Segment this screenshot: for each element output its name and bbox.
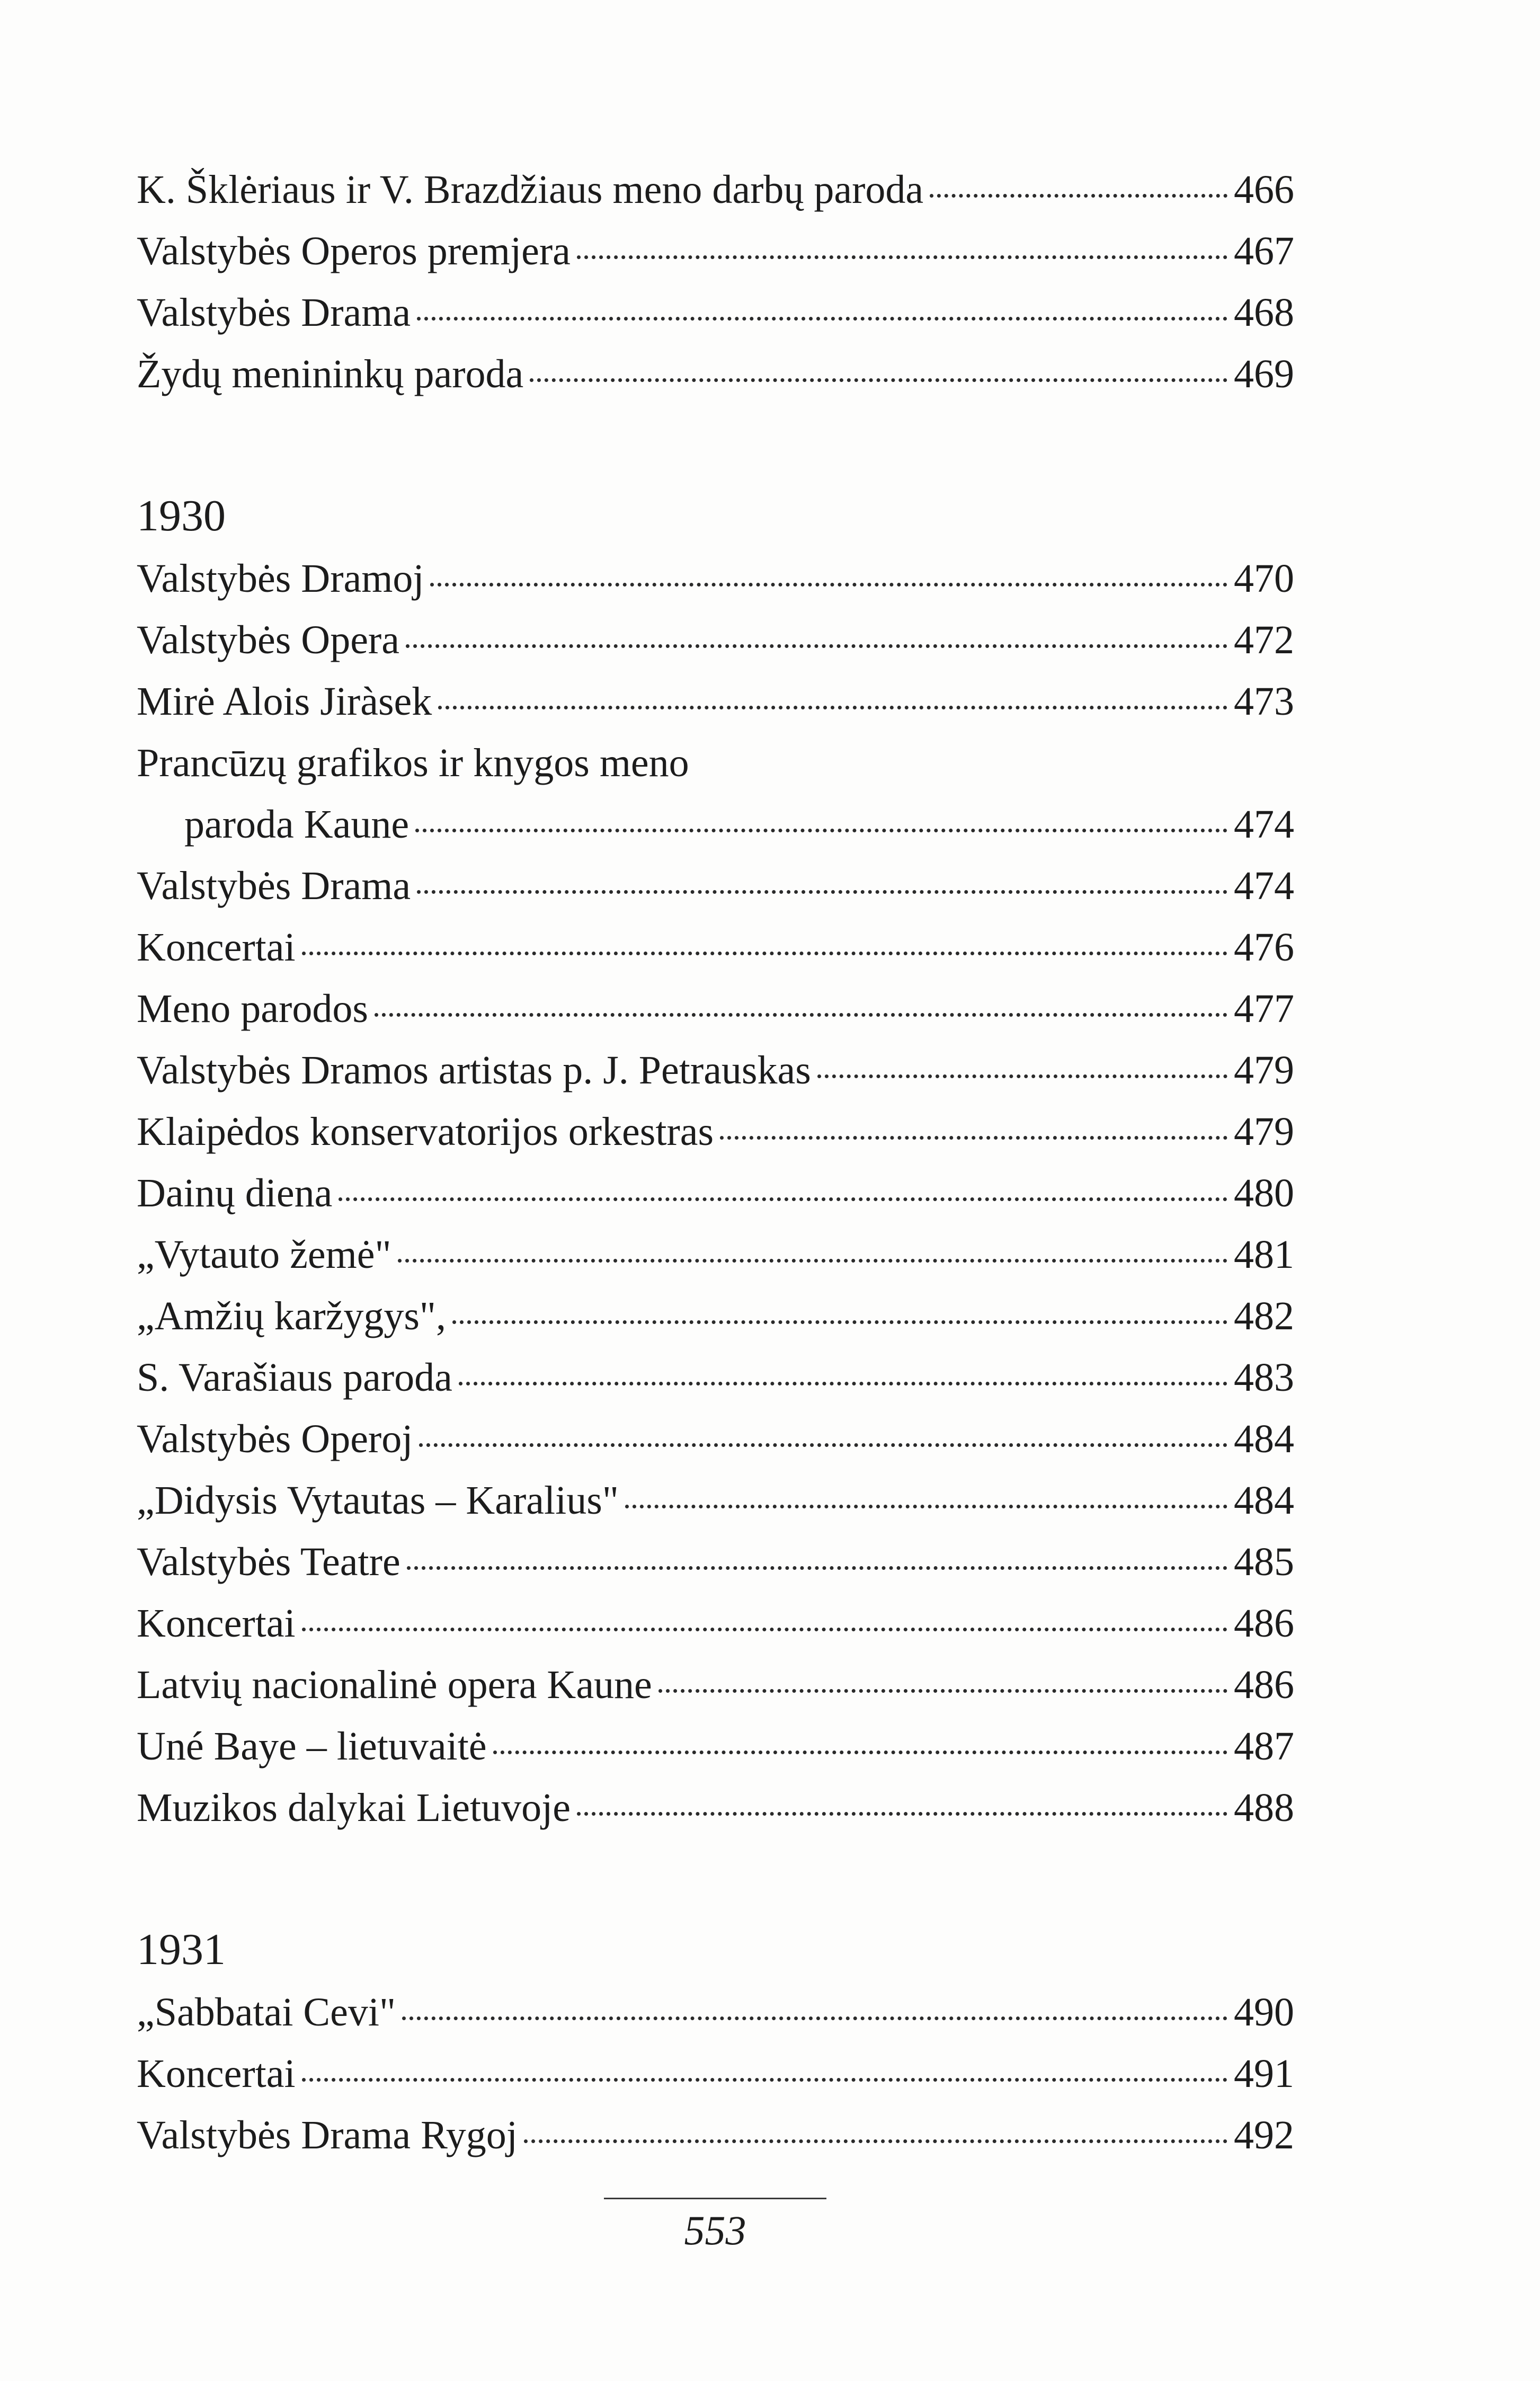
leader-dots (417, 890, 1227, 894)
toc-entry-page: 470 (1234, 556, 1294, 601)
toc-entry (137, 1593, 1294, 1654)
toc-entry (137, 1408, 1294, 1470)
toc-entry-page: 484 (1234, 1417, 1294, 1461)
toc-entry-page: 482 (1234, 1294, 1294, 1338)
toc-entry-page: 466 (1234, 167, 1294, 212)
toc-entry-page: 485 (1234, 1540, 1294, 1584)
toc-entry-title: Mirė Alois Jiràsek (137, 679, 432, 724)
toc-entry-page: 480 (1234, 1171, 1294, 1215)
toc-entry (137, 855, 1294, 917)
toc-entry-page: 476 (1234, 925, 1294, 970)
toc-entry (137, 1982, 1294, 2043)
toc-entry-title: K. Šklėriaus ir V. Brazdžiaus meno darbų paroda (137, 167, 924, 212)
toc-entry (137, 343, 1294, 405)
leader-dots (524, 2139, 1227, 2143)
leader-dots (419, 1443, 1227, 1447)
toc-entry-title: Koncertai (137, 925, 296, 970)
toc-entry-page: 468 (1234, 290, 1294, 335)
toc-entry-title: Latvių nacionalinė opera Kaune (137, 1663, 652, 1707)
toc-entry-page: 486 (1234, 1601, 1294, 1646)
toc-entry-page: 483 (1234, 1355, 1294, 1400)
toc-entry-title: Klaipėdos konservatorijos orkestras (137, 1109, 714, 1154)
toc-entry-title: Valstybės Operoj (137, 1417, 413, 1461)
toc-entry (137, 159, 1294, 220)
leader-dots (430, 583, 1227, 587)
toc-entry (137, 609, 1294, 671)
toc-entry (137, 1347, 1294, 1408)
toc-entry-title: Valstybės Operos premjera (137, 229, 571, 273)
toc-entry-page: 491 (1234, 2051, 1294, 2096)
leader-dots (438, 706, 1227, 709)
section-spacer (137, 405, 1294, 484)
toc-entry-page: 490 (1234, 1990, 1294, 2034)
toc-entry-title-line1: Prancūzų grafikos ir knygos meno (137, 741, 689, 785)
toc-entry-title: Dainų diena (137, 1171, 333, 1215)
toc-entry-page: 484 (1234, 1478, 1294, 1523)
toc-entry-title: Meno parodos (137, 987, 368, 1031)
toc-entry-title: „Didysis Vytautas – Karalius" (137, 1478, 619, 1523)
toc-entry (137, 2104, 1294, 2166)
toc-entry-title: Valstybės Drama Rygoj (137, 2113, 518, 2157)
toc-section (137, 484, 1294, 1838)
leader-dots (375, 1013, 1227, 1017)
leader-dots (577, 255, 1227, 259)
toc-entry (137, 671, 1294, 732)
toc-entry (137, 1040, 1294, 1101)
toc-entry-page: 479 (1234, 1048, 1294, 1092)
year-heading: 1930 (137, 491, 226, 540)
toc-entry-page: 474 (1234, 864, 1294, 908)
toc-entry-title: Valstybės Dramos artistas p. J. Petrauskas (137, 1048, 811, 1092)
toc-entry (137, 917, 1294, 978)
footer-rule (604, 2198, 826, 2199)
toc-entry-page: 486 (1234, 1663, 1294, 1707)
toc-entry (137, 1285, 1294, 1347)
toc-entry-title: Koncertai (137, 1601, 296, 1646)
leader-dots (452, 1320, 1227, 1324)
leader-dots (577, 1812, 1227, 1816)
toc-entry (137, 1531, 1294, 1593)
leader-dots (493, 1751, 1227, 1754)
leader-dots (930, 194, 1227, 198)
toc-entry-title: „Sabbatai Cevi" (137, 1990, 396, 2034)
toc-entry-title: „Amžių karžygys", (137, 1294, 446, 1338)
section-spacer (137, 1838, 1294, 1918)
toc-section (137, 159, 1294, 405)
toc-entry-title: Valstybės Drama (137, 290, 411, 335)
toc-entry-title: „Vytauto žemė" (137, 1232, 391, 1277)
toc-entry-page: 479 (1234, 1109, 1294, 1154)
toc-entry-title: Uné Baye – lietuvaitė (137, 1724, 487, 1769)
toc-entry-page: 474 (1234, 802, 1294, 847)
toc-entry (137, 794, 1294, 855)
toc-entry-page: 472 (1234, 618, 1294, 662)
leader-dots (406, 644, 1227, 648)
leader-dots (625, 1505, 1227, 1508)
page-number: 553 (684, 2207, 746, 2253)
toc-entry-page: 487 (1234, 1724, 1294, 1769)
year-heading: 1931 (137, 1925, 226, 1974)
leader-dots (415, 829, 1227, 832)
toc-entry (137, 1101, 1294, 1162)
toc-entry-title: Valstybės Opera (137, 618, 399, 662)
leader-dots (302, 952, 1227, 955)
toc-entry-page: 469 (1234, 352, 1294, 396)
toc-entry-page: 488 (1234, 1785, 1294, 1830)
toc-entry-title: Valstybės Teatre (137, 1540, 400, 1584)
leader-dots (530, 378, 1227, 382)
toc-entry-title: Valstybės Drama (137, 864, 411, 908)
toc-section (137, 1918, 1294, 2166)
toc-entry-page: 477 (1234, 987, 1294, 1031)
leader-dots (720, 1136, 1227, 1140)
leader-dots (817, 1074, 1227, 1078)
leader-dots (302, 2078, 1227, 2082)
toc-entry (137, 220, 1294, 282)
leader-dots (658, 1689, 1227, 1693)
toc-entry (137, 1716, 1294, 1777)
toc-entry-page: 492 (1234, 2113, 1294, 2157)
leader-dots (417, 317, 1227, 321)
toc-entry (137, 2043, 1294, 2104)
toc-entry-title: Valstybės Dramoj (137, 556, 424, 601)
table-of-contents (137, 159, 1294, 2166)
toc-entry (137, 1470, 1294, 1531)
toc-entry-page: 473 (1234, 679, 1294, 724)
toc-entry (137, 548, 1294, 609)
toc-entry-title: Muzikos dalykai Lietuvoje (137, 1785, 571, 1830)
toc-entry-title: paroda Kaune (184, 802, 410, 847)
toc-entry-page: 467 (1234, 229, 1294, 273)
leader-dots (302, 1628, 1227, 1631)
leader-dots (339, 1197, 1227, 1201)
toc-entry-title: S. Varašiaus paroda (137, 1355, 452, 1400)
toc-entry (137, 1162, 1294, 1224)
leader-dots (398, 1259, 1228, 1263)
toc-entry (137, 282, 1294, 343)
toc-entry (137, 1224, 1294, 1285)
toc-entry-page: 481 (1234, 1232, 1294, 1277)
toc-entry-title: Žydų menininkų paroda (137, 352, 524, 396)
toc-entry (137, 1777, 1294, 1838)
leader-dots (459, 1382, 1227, 1385)
leader-dots (402, 2016, 1227, 2020)
leader-dots (407, 1566, 1227, 1570)
toc-entry-title: Koncertai (137, 2051, 296, 2096)
toc-entry (137, 1654, 1294, 1716)
toc-entry (137, 978, 1294, 1040)
